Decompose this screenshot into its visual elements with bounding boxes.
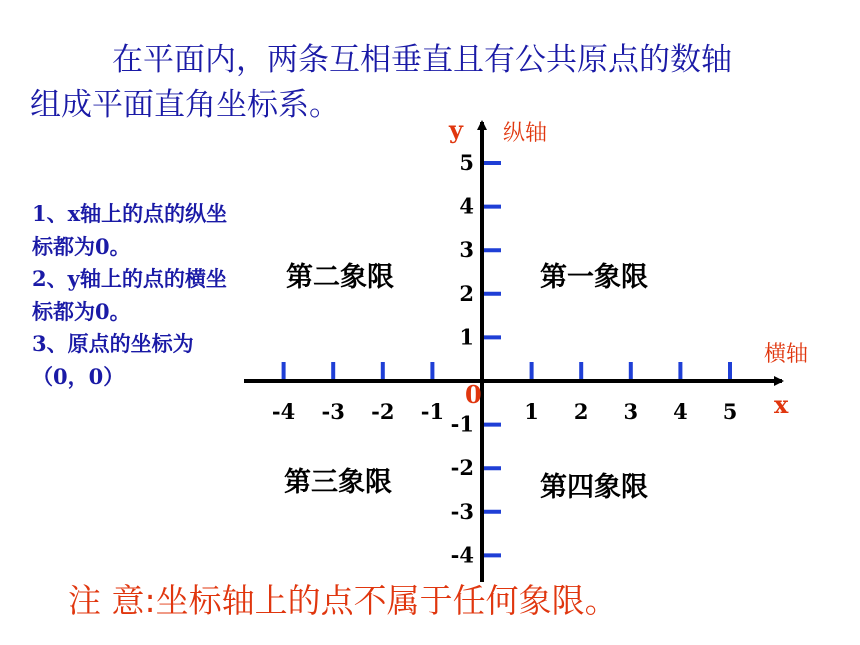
x-tick-label: -1	[420, 399, 445, 424]
x-tick-label: -3	[321, 399, 345, 424]
y-tick-label: 3	[459, 237, 474, 263]
note-item-2: 2、y轴上的点的横坐标都为0。	[32, 266, 227, 324]
quadrant-second-label: 第二象限	[286, 262, 394, 293]
x-axis-letter: x	[774, 390, 789, 419]
quadrant-third-label: 第三象限	[284, 467, 392, 498]
y-tick-label: -4	[450, 542, 474, 568]
footer-note: 注 意:坐标轴上的点不属于任何象限。	[68, 581, 618, 620]
quadrant-first-label: 第一象限	[540, 262, 648, 293]
y-tick-label: 2	[459, 280, 474, 306]
x-tick-label: 5	[722, 399, 738, 424]
y-axis-letter: y	[449, 115, 463, 144]
x-axis-name: 横轴	[764, 342, 809, 367]
intro-line-1: 在平面内，两条互相垂直且有公共原点的数轴	[112, 42, 732, 78]
y-tick-label: 1	[459, 324, 474, 350]
note-item-1: 1、x轴上的点的纵坐标都为0。	[32, 201, 228, 259]
y-tick-label: -1	[450, 411, 474, 437]
x-tick-label: 4	[673, 399, 688, 424]
axis-ticks	[272, 150, 737, 567]
x-tick-label: -2	[371, 399, 395, 424]
quadrant-fourth-label: 第四象限	[540, 472, 648, 503]
y-tick-label: -2	[450, 455, 474, 481]
intro-line-2: 组成平面直角坐标系。	[30, 87, 340, 123]
y-tick-label: 4	[459, 193, 474, 219]
x-tick-label: -4	[271, 399, 296, 424]
y-axis-name: 纵轴	[503, 121, 548, 146]
y-tick-label: -3	[450, 498, 474, 524]
y-tick-label: 5	[459, 150, 474, 175]
x-tick-label: 2	[573, 399, 589, 424]
x-tick-label: 1	[524, 399, 539, 424]
x-tick-label: 3	[623, 399, 639, 424]
origin-label: 0	[465, 380, 482, 409]
note-item-3: 3、原点的坐标为（0，0）	[32, 331, 194, 389]
